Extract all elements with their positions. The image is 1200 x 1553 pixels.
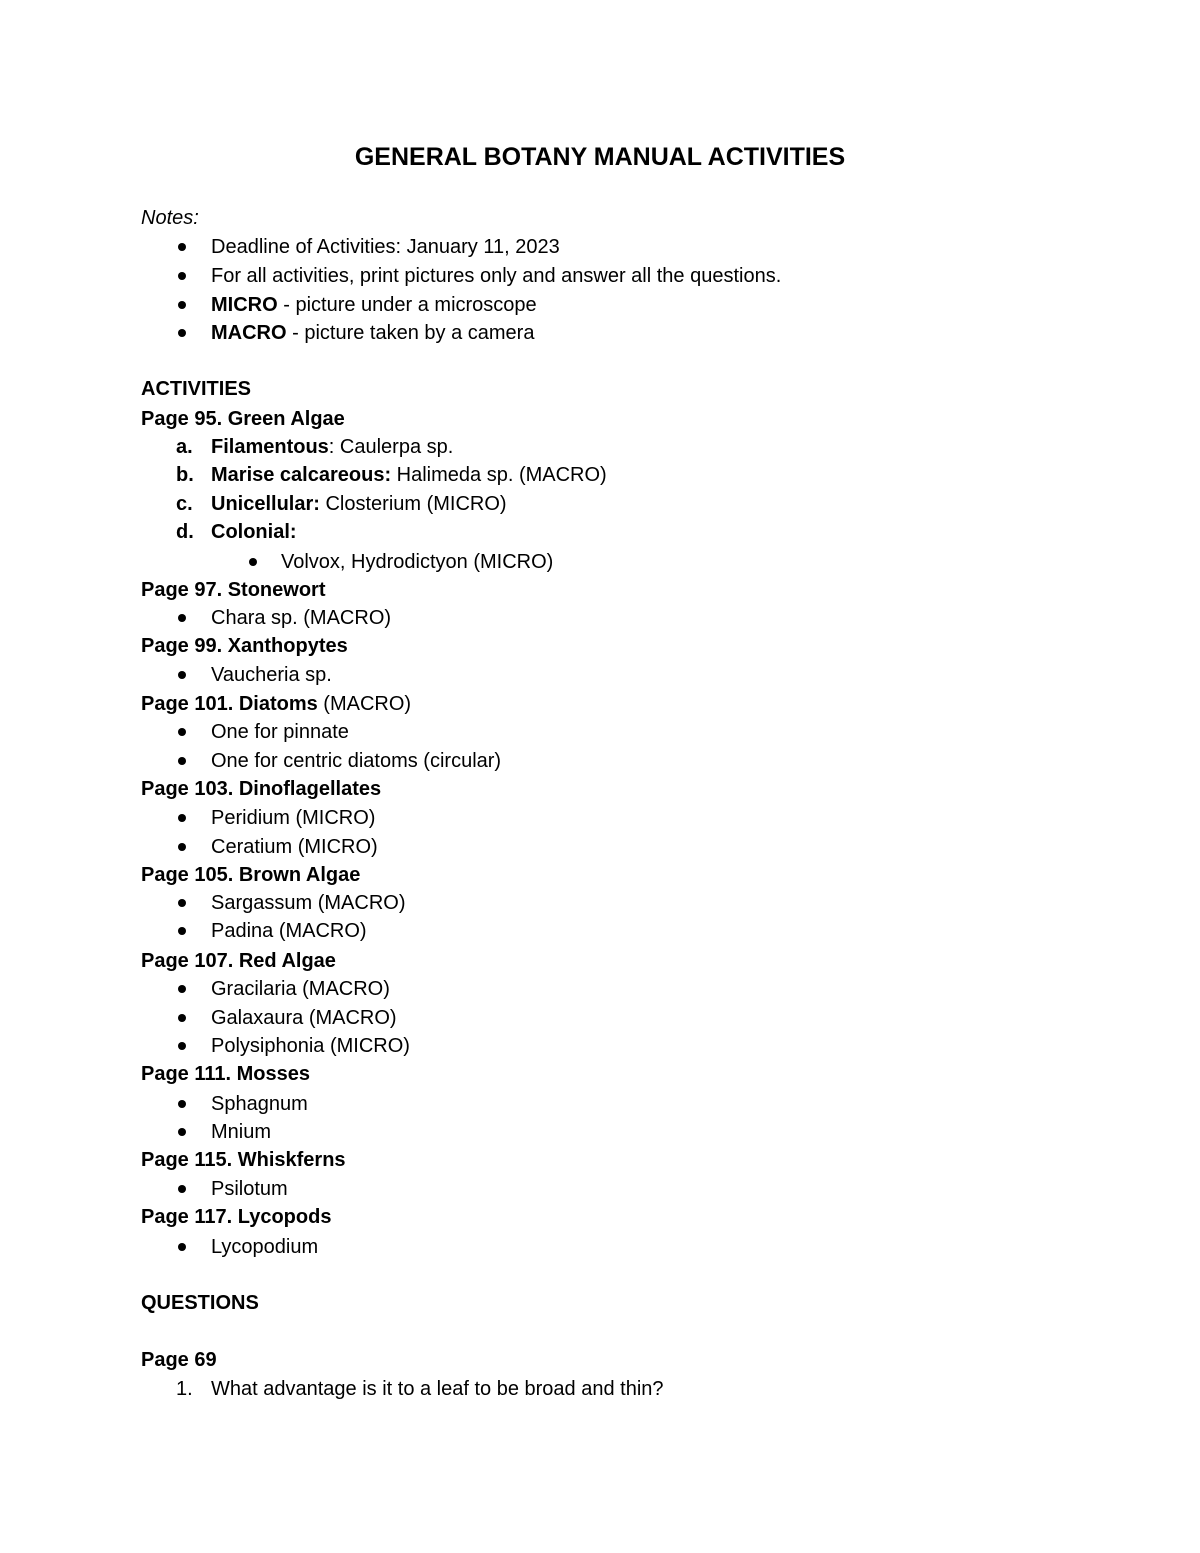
questions-heading: QUESTIONS [141, 1292, 259, 1314]
bullet-icon [178, 301, 186, 309]
section-heading-brown-algae: Page 105. Brown Algae [141, 864, 361, 886]
bullet-icon [178, 1014, 186, 1022]
note-print: For all activities, print pictures only and answer all the questions. [211, 265, 782, 287]
bullet-icon [178, 329, 186, 337]
list-item: Galaxaura (MACRO) [211, 1007, 397, 1029]
note-macro [211, 319, 534, 347]
section-heading-xanthopytes: Page 99. Xanthopytes [141, 635, 348, 657]
list-item: One for pinnate [211, 721, 349, 743]
list-item: Peridium (MICRO) [211, 807, 376, 829]
bullet-icon [178, 899, 186, 907]
bullet-icon [178, 728, 186, 736]
bullet-icon [178, 243, 186, 251]
question-page-heading: Page 69 [141, 1349, 217, 1371]
list-item-marise-calcareous: Marise calcareous: Halimeda sp. (MACRO) [211, 464, 607, 486]
bullet-icon [178, 843, 186, 851]
list-item: Mnium [211, 1121, 272, 1143]
bullet-icon [178, 1128, 186, 1136]
bullet-icon [178, 614, 186, 622]
bullet-icon [178, 1243, 186, 1251]
question-number: 1. [176, 1378, 193, 1400]
bullet-icon [178, 985, 186, 993]
sub-list-item: Volvox, Hydrodictyon (MICRO) [281, 551, 554, 573]
note-micro [211, 291, 537, 319]
note-deadline: Deadline of Activities: January 11, 2023 [211, 236, 560, 258]
section-heading-lycopods: Page 117. Lycopods [141, 1206, 332, 1228]
list-item-filamentous: Filamentous: Caulerpa sp. [211, 436, 454, 458]
list-marker: c. [176, 493, 193, 515]
note-macro-desc: - picture taken by a camera [286, 322, 535, 344]
list-item: Lycopodium [211, 1236, 319, 1258]
bullet-icon [178, 1185, 186, 1193]
bullet-icon [178, 757, 186, 765]
bullet-icon [249, 558, 257, 566]
bullet-icon [178, 671, 186, 679]
question-text: What advantage is it to a leaf to be broad and thin? [211, 1378, 664, 1400]
section-heading-stonewort: Page 97. Stonewort [141, 579, 326, 601]
list-marker: d. [176, 521, 194, 543]
list-item: Psilotum [211, 1178, 288, 1200]
note-micro-term: MICRO [211, 294, 278, 316]
bullet-icon [178, 927, 186, 935]
section-heading-dinoflagellates: Page 103. Dinoflagellates [141, 778, 382, 800]
list-item: Ceratium (MICRO) [211, 836, 378, 858]
list-item-colonial: Colonial: [211, 521, 297, 543]
list-marker: b. [176, 464, 194, 486]
list-item: Polysiphonia (MICRO) [211, 1035, 410, 1057]
list-item: Sphagnum [211, 1093, 308, 1115]
bullet-icon [178, 1042, 186, 1050]
section-heading-diatoms: Page 101. Diatoms (MACRO) [141, 693, 412, 715]
section-heading-mosses: Page 111. Mosses [141, 1063, 311, 1085]
document-title: GENERAL BOTANY MANUAL ACTIVITIES [354, 143, 846, 171]
activities-heading: ACTIVITIES [141, 378, 252, 400]
notes-label: Notes: [141, 207, 199, 229]
section-heading-red-algae: Page 107. Red Algae [141, 950, 336, 972]
list-item: Gracilaria (MACRO) [211, 978, 390, 1000]
list-marker: a. [176, 436, 193, 458]
list-item: Padina (MACRO) [211, 920, 367, 942]
note-macro-term: MACRO [211, 322, 287, 344]
list-item-unicellular: Unicellular: Closterium (MICRO) [211, 493, 507, 515]
list-item: Chara sp. (MACRO) [211, 607, 392, 629]
bullet-icon [178, 272, 186, 280]
section-heading-whiskferns: Page 115. Whiskferns [141, 1149, 346, 1171]
list-item: Sargassum (MACRO) [211, 892, 406, 914]
note-micro-desc: - picture under a microscope [277, 294, 537, 316]
section-heading-green-algae: Page 95. Green Algae [141, 408, 345, 430]
bullet-icon [178, 1100, 186, 1108]
list-item: One for centric diatoms (circular) [211, 750, 502, 772]
list-item: Vaucheria sp. [211, 664, 332, 686]
bullet-icon [178, 814, 186, 822]
